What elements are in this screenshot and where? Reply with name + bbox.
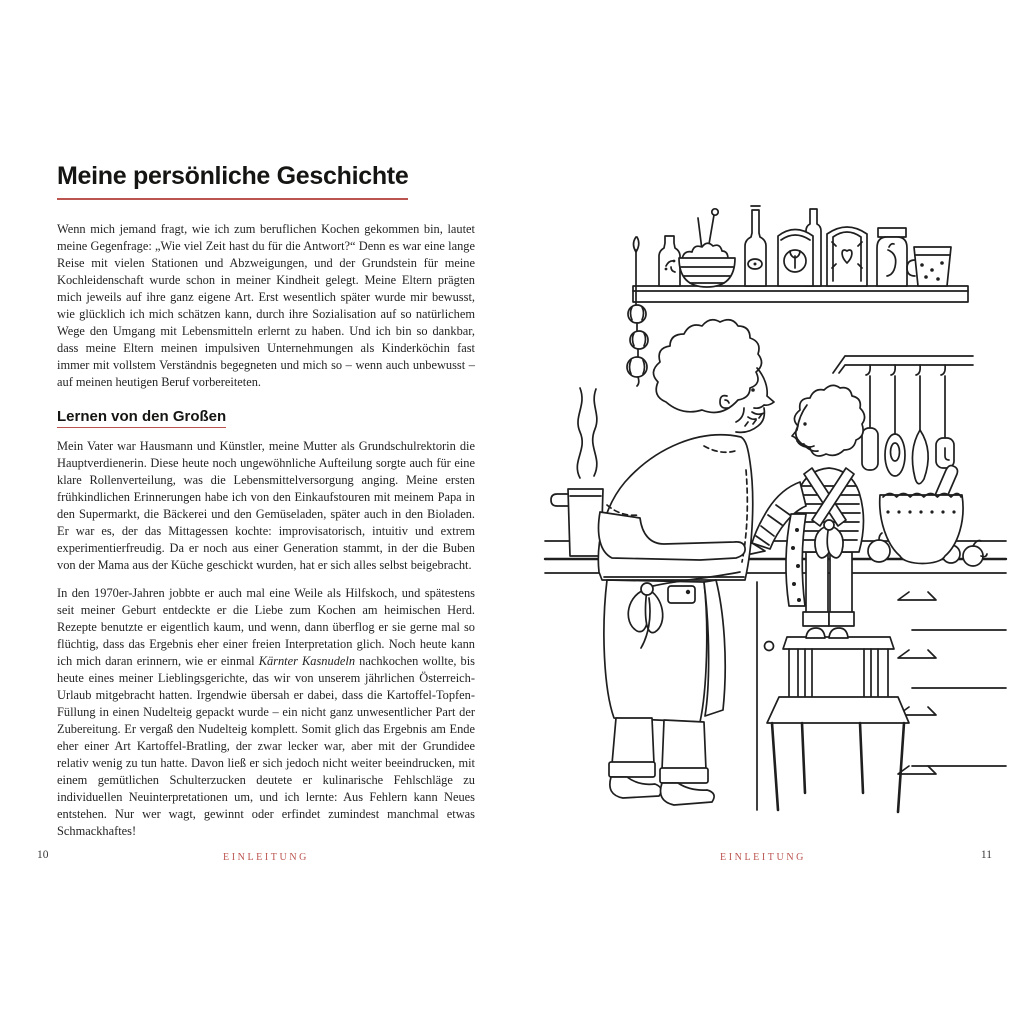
page-number: 11 [980,849,992,861]
intro-paragraph: Wenn mich jemand fragt, wie ich zum beruflichen Kochen gekommen bin, lautet meine Gegenfrage: „Wie viel Zeit hast du für die Antwort?“ Denn es war eine lange Reise mit vielen Stationen und Abzweigungen, und der Grundstein für meine Kochleidenschaft wurde schon in meiner Kindheit gelegt. Meine Eltern prägten mich jeweils auf ihre ganz eigene Art. Erst wesentlich später wurde mir bewusst, wie glücklich ich mich schätzen kann, durch ihre Sozialisation auf so natürlichem Wege den Umgang mit Lebensmitteln erlernt zu haben. Und ich bin so dankbar, dass meine Eltern meinen impulsiven Unternehmungen als Kinderköchin fast immer mit vollstem Verständnis begegneten und mich so – wenn auch unbewusst – auf meinen heutigen Beruf vorbereiteten. [57,222,475,389]
paragraph-2: Mein Vater war Hausmann und Künstler, meine Mutter als Grundschulrektorin die Hauptverdienerin. Diese heute noch ungewöhnliche Aufteilung sorgte auch für eine klare Rollenverteilung, was die Lebensmittelversorgung anging. Meine ersten frühkindlichen Erinnerungen habe ich von den Einkaufstouren mit meinem Papa in den Supermarkt, die Bäckerei und den Gemüseladen, später auch in den Bioladen. Er war es, der das Mittagessen kochte: improvisatorisch, intuitiv und extrem experimentierfreudig. Da er noch aus einer Generation stammt, in der die Buben von der Mama aus der Küche geschickt wurden, hat er sich alles selbst beigebracht. [57,439,475,572]
mixing-bowl-and-fruit [868,466,987,567]
paragraph-3-post: nachkochen wollte, bis heute eines meiner Lieblingsgerichte, das wir von unserem jährlichen Österreich-Urlaub mitgebracht hatten. Irgendwie übersah er dabei, dass die Kartoffel-Topfen-Füllung in einen Nudelteig gepackt wurde – ein nicht ganz unwesentlicher Part der Zubereitung. Er vergaß den Nudelteig komplett. Somit glich das Ergebnis am Ende eher einer Art Kartoffel-Bratling, der zwar lecker war, aber mit der Grundidee relativ wenig zu tun hatte. Davon ließ er sich jedoch nicht weiter beeindrucken, mit einem gemütlichen Schulterzucken deutete er kulinarische Fehlschläge zu individuellen Neuinterpretationen um, und ich lernte: Aus Fehlern kann Neues entstehen. Nur wer wagt, gewinnt oder erfindet zumindest manchmal etwas Schmackhaftes! [57,654,476,838]
chair [767,637,909,812]
kitchen-illustration [538,192,1008,820]
child-figure [744,385,865,638]
italic-dish-name: Kärnter Kasnudeln [258,654,356,668]
page-number: 10 [37,849,49,861]
running-head: EINLEITUNG [223,852,309,863]
shelf-with-jars [633,206,968,302]
running-head: EINLEITUNG [720,852,806,863]
steaming-pot [551,388,603,556]
paragraph-3 [57,585,475,840]
section-subheading: Lernen von den Großen [57,408,226,428]
paragraph-3-pre: In den 1970er-Jahren jobbte er auch mal eine Weile als Hilfskoch, und spätestens seit meiner Geburt entdeckte er die Liebe zum Kochen am heimischen Herd. Rezepte benutzte er eigentlich kaum, und wenn, dann überflog er sie gerne mal so flüchtig, dass das Ergebnis eher einer freien Interpretation glich. Noch heute kann ich mich daran erinnern, wie er einmal [57,586,475,668]
father-figure [598,320,774,805]
left-page-text-column [57,221,475,851]
page-title: Meine persönliche Geschichte [57,162,408,200]
garlic-string [627,237,648,386]
